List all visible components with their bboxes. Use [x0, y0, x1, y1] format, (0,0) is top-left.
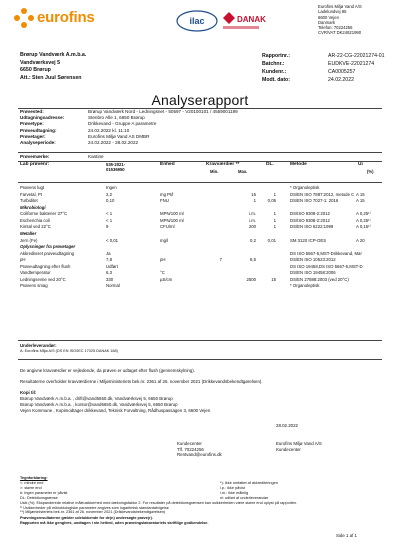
table-section-heading — [20, 205, 388, 212]
cell-method: DS/ISO 9308-2:2012 — [290, 211, 330, 217]
legend-item: #: Ingen parameter er påvist — [20, 490, 68, 495]
cell-method: DS/EN ISO 10523:2012 — [290, 257, 336, 263]
cell-name: Prøveudtagning efter flush — [20, 263, 71, 269]
cell-name: Vandtemperatur — [20, 270, 51, 276]
cell-val: < 1 — [106, 211, 113, 217]
cell-unit: MPN/100 ml — [160, 211, 184, 217]
recipient-line: 6650 Brørup — [20, 67, 51, 74]
cell-method: DS/EN ISO 7887:2012, metode C — [290, 191, 355, 197]
cell-name: Jern (Fe) — [20, 237, 38, 243]
meta-value: Drikkevand - Gruppe A parametre — [88, 121, 157, 127]
cell-name: Escherichia coli — [20, 217, 50, 223]
col-header-max: Max. — [238, 169, 248, 174]
cell-dl: 1 — [273, 211, 276, 217]
sender-line: CVR/VAT DK24621990 — [318, 30, 362, 36]
cell-method: DS/EN ISO 19458:2006 — [290, 270, 336, 276]
col-header-min: Min. — [210, 169, 219, 174]
cell-max: i.m. — [249, 217, 256, 223]
cell-name: Farvetal, Pt — [20, 191, 42, 197]
cell-method: * Organoleptisk — [290, 185, 320, 190]
recipient-line: Brørup Vandværk A.m.b.a. — [20, 52, 87, 58]
meta-value: Eurofins Miljø Vand AS DMBR — [88, 133, 150, 139]
cell-ui: A 20 — [356, 237, 365, 243]
cell-method: * Organoleptisk — [290, 283, 320, 289]
legend-item: <: mindre end — [20, 480, 44, 485]
danak-logo-icon — [221, 10, 266, 32]
meta-label: Prøvested: — [20, 109, 44, 114]
report-references — [262, 52, 385, 84]
cell-ui: A 0,25¹⁾ — [356, 217, 371, 223]
cell-max: 200 — [248, 224, 256, 230]
legend-item: DL: Detektionsgrænse — [20, 495, 58, 500]
cell-val: Ingen — [106, 185, 117, 190]
cell-method: DS ISO 5667-5,MST-Drikkevand, Mar — [290, 250, 362, 256]
ref-label: Rapportnr.: — [262, 53, 290, 59]
subcontractor-heading: Underleverandør: — [20, 343, 57, 348]
meta-value: Brørup Vandværk Nord - Ledningsnet - 50597 - V20100101 / 4559001199 — [88, 109, 238, 114]
col-header-sample: 535-2021- 01536950 — [106, 162, 126, 173]
cell-max: 0,2 — [250, 237, 256, 243]
meta-label: Prøvetype: — [20, 121, 44, 127]
meta-label: Analyseperiode: — [20, 140, 56, 146]
col-header-uncertainty: Ui — [358, 162, 363, 167]
cell-val: 9 — [106, 224, 109, 230]
cell-val: 6,3 — [106, 270, 112, 276]
col-header-method: Metode — [290, 162, 307, 167]
table-section-heading — [20, 244, 388, 251]
results-table — [20, 185, 388, 290]
cell-ui: A 15 — [356, 191, 365, 197]
meta-value: 24.02.2022 kl. 11:10 — [88, 127, 130, 133]
cell-val: 0,10 — [106, 198, 115, 203]
comments — [20, 368, 263, 414]
legend-note: Usik (%): Ekspanderede relative måleusikkerhed med dækningsfaktor 2. For resultater på detektionsgrænsen kan usikkerheden være større end oplyst på rapporten. — [20, 500, 298, 505]
subcontractor-note — [20, 343, 118, 354]
divider — [18, 182, 382, 183]
cell-val: Normal — [106, 283, 120, 289]
sender-line: Ladelundvej 85 — [318, 9, 347, 15]
meta-value: 24.02.2022 - 28.02.2022 — [88, 140, 139, 146]
divider — [18, 359, 382, 360]
cell-method: DS/ISO 9308-2:2012 — [290, 217, 330, 223]
divider — [18, 340, 382, 341]
divider — [18, 152, 382, 153]
sender-line: Eurofins Miljø Vand A/S — [318, 4, 362, 9]
cell-unit: µS/cm — [160, 276, 173, 282]
signature-line: Rentvand@eurofins.dk — [177, 452, 222, 458]
cell-ui: A 0,15¹⁾ — [356, 224, 371, 230]
sample-mark-value: Kantine — [88, 154, 104, 159]
col-header-unit: Enhed — [160, 162, 175, 167]
cell-dl: 1 — [273, 217, 276, 223]
col-header-lab: Lab prøvenr: — [20, 162, 50, 167]
legend — [20, 476, 380, 526]
cell-dl: 1 — [273, 191, 276, 197]
cell-method: DS/EN 27888:2003 (ved 20°C) — [290, 276, 349, 282]
cell-val: < 1 — [106, 217, 113, 223]
signature-line: Kundecenter — [177, 441, 202, 446]
cell-name: Kimtal ved 22°C — [20, 224, 51, 230]
cell-max: 2500 — [246, 276, 256, 282]
cell-min: 7 — [219, 257, 222, 263]
signature-right — [276, 441, 322, 452]
comment-flush: De angivne kravværdier er vejledende, da prøven er udtaget efter flush (gennemskylning). — [20, 368, 195, 373]
eurofins-wordmark: eurofins — [37, 9, 95, 26]
sender-line: Danmark — [318, 19, 335, 25]
cell-max: 8,5 — [250, 257, 256, 263]
cell-val: 330 — [106, 276, 114, 282]
recipient-line: Vandværksvej 5 — [20, 59, 61, 66]
cell-method: DS ISO 19458,DS ISO 5667-5,MST-D — [290, 263, 363, 269]
cell-max: 1 — [253, 198, 256, 203]
cell-dl: 1 — [273, 224, 276, 230]
cell-unit: mg Pt/l — [160, 191, 174, 197]
cell-unit: °C — [160, 270, 165, 276]
customer-number: CA0005257 — [328, 69, 356, 76]
legend-item: >: større end — [20, 485, 42, 490]
sender-address — [318, 4, 362, 36]
cell-method: SM 3120 ICP-OES — [290, 237, 327, 243]
batch-number: EUDKVE-22021274 — [328, 61, 375, 68]
signature-left — [177, 441, 222, 458]
cell-ui: A 15 — [356, 198, 365, 203]
cell-val: 7,8 — [106, 257, 112, 263]
legend-item: i.m.: ikke målelig — [220, 490, 249, 495]
signature-line: Tlf. 70224256 — [177, 446, 204, 452]
subcontractor-text: A: Eurofins Miljø A/S (DS EN ISO/IEC 17025 DANAK 168) — [20, 348, 118, 353]
legend-item: ni: udført af underleverandør — [220, 495, 269, 500]
signature-line: Kundecenter — [276, 446, 301, 452]
cell-val: < 0,01 — [106, 237, 119, 243]
svg-text:ilac: ilac — [189, 16, 205, 26]
cell-unit: mg/l — [160, 237, 169, 243]
cell-method: DS/EN ISO 6222:1999 — [290, 224, 334, 230]
sender-line: Telefon: 70224256 — [318, 25, 353, 30]
legend-note: ¹⁾ Usikkerheder på mikrobiologiske parametre angives som logaritmisk standardafvigelse — [20, 505, 169, 510]
ilac-mra-logo-icon — [176, 10, 218, 32]
cell-max: i.m. — [249, 211, 256, 217]
eurofins-logo — [14, 8, 95, 28]
report-date: 28.02.2022 — [276, 423, 298, 428]
cell-unit: pH — [160, 257, 166, 263]
ref-label: Batchnr.: — [262, 61, 285, 68]
eurofins-logo-mark-icon — [14, 8, 34, 28]
comment-compliance: Resultaterne overholder kravværdierne i Miljøministeriets bek.nr. 2361 af 26. november 2021 (Drikkevandsbekendtgørelsen). — [20, 378, 263, 384]
cell-name: Ledningsevne ved 20°C — [20, 276, 66, 282]
ref-label: Modt. dato: — [262, 77, 290, 84]
cell-dl: 15 — [271, 276, 276, 282]
sample-metadata — [20, 109, 238, 146]
legend-note: Rapporten må ikke gengives, undtagen i sin helhed, uden prøvningslaboratoriets skriftlige godkendelse. — [20, 521, 209, 526]
copy-to-line: Brørup Vandværk A.m.b.a. , drift@vand6650.dk, Vandværksvej 5, 6650 Brørup — [20, 395, 173, 401]
section-label: Oplysninger fra prøvetager — [20, 244, 76, 250]
page-title: Analyserapport — [151, 92, 249, 108]
section-label: Metaller — [20, 230, 37, 236]
legend-item: i.p.: ikke påvist — [220, 485, 245, 490]
table-section-heading — [20, 231, 388, 238]
col-header-limit: Kravværdier ** — [206, 162, 240, 167]
cell-max: 15 — [251, 191, 256, 197]
ref-label: Kundenr.: — [262, 69, 287, 76]
legend-title: Tegnforklaring: — [20, 476, 48, 480]
cell-val: Ja — [106, 250, 111, 256]
legend-note: Prøvningsresultaterne gælder udelukkende for de(n) undersøgte prøve(r). — [20, 516, 153, 521]
sample-mark-label: Prøvemærke: — [20, 154, 50, 159]
cell-name: Coliforme bakterier 37°C — [20, 211, 68, 217]
cell-unit: FNU — [160, 198, 169, 203]
table-row — [20, 283, 388, 290]
svg-text:DANAK: DANAK — [237, 15, 266, 24]
copy-to-heading: Kopi til: — [20, 389, 37, 395]
cell-unit: CFU/ml — [160, 224, 175, 230]
divider — [18, 161, 382, 162]
sample-mark — [20, 154, 104, 160]
cell-ui: A 0,25¹⁾ — [356, 211, 371, 217]
meta-value: Stenbro Alle 1, 6650 Brørup — [88, 115, 145, 121]
legend-note: **) Miljøministeriets bek.nr. 2361 af 26. november 2021 (Drikkevandsbekendtgørelsen) — [20, 510, 166, 515]
received-date: 24.02.2022 — [328, 77, 354, 84]
report-number: AR-22-CG-22021274-01 — [328, 53, 385, 59]
cell-dl: 0,01 — [267, 237, 276, 243]
section-label: Mikrobiologi — [20, 204, 46, 210]
cell-dl: 0,05 — [267, 198, 276, 203]
recipient-address — [20, 52, 86, 83]
sender-line: 6600 Vejen — [318, 14, 339, 20]
cell-name: Akkrediteret prøveudtagning — [20, 250, 74, 256]
copy-to-line: Vejen Kommune , Kopimodtager drikkevand, Teknisk Forvaltning, Rådhuspassagen 3, 6600 Vejen — [20, 407, 211, 413]
cell-val: Udført — [106, 263, 118, 269]
col-header-uncertainty-unit: (%) — [367, 169, 374, 174]
cell-unit: MPN/100 ml — [160, 217, 184, 223]
page-number: Side 1 af 1 — [336, 533, 357, 538]
cell-name: Turbiditet — [20, 198, 38, 203]
meta-label: Prøvetager: — [20, 133, 46, 139]
recipient-line: Att.: Sten Juul Sørensen — [20, 75, 82, 82]
signature-line: Eurofins Miljø Vand A/S — [276, 441, 322, 446]
col-header-dl: DL. — [266, 162, 274, 167]
cell-val: 2,2 — [106, 191, 112, 197]
cell-name: Prøvens smag — [20, 283, 48, 289]
meta-label: Udtagningsadresse: — [20, 115, 65, 121]
meta-label: Prøveudtagning: — [20, 127, 57, 133]
cell-method: DS/EN ISO 7027-1: 2016 — [290, 198, 339, 203]
cell-name: pH — [20, 257, 26, 263]
cell-name: Prøvens lugt — [20, 185, 45, 190]
legend-item: *): Ikke omfattet af akkrediteringen — [220, 480, 278, 485]
copy-to-line: Brørup Vandværk A.m.b.a. , kontor@vand6650.dk, Vandværksvej 5, 6650 Brørup — [20, 401, 178, 407]
